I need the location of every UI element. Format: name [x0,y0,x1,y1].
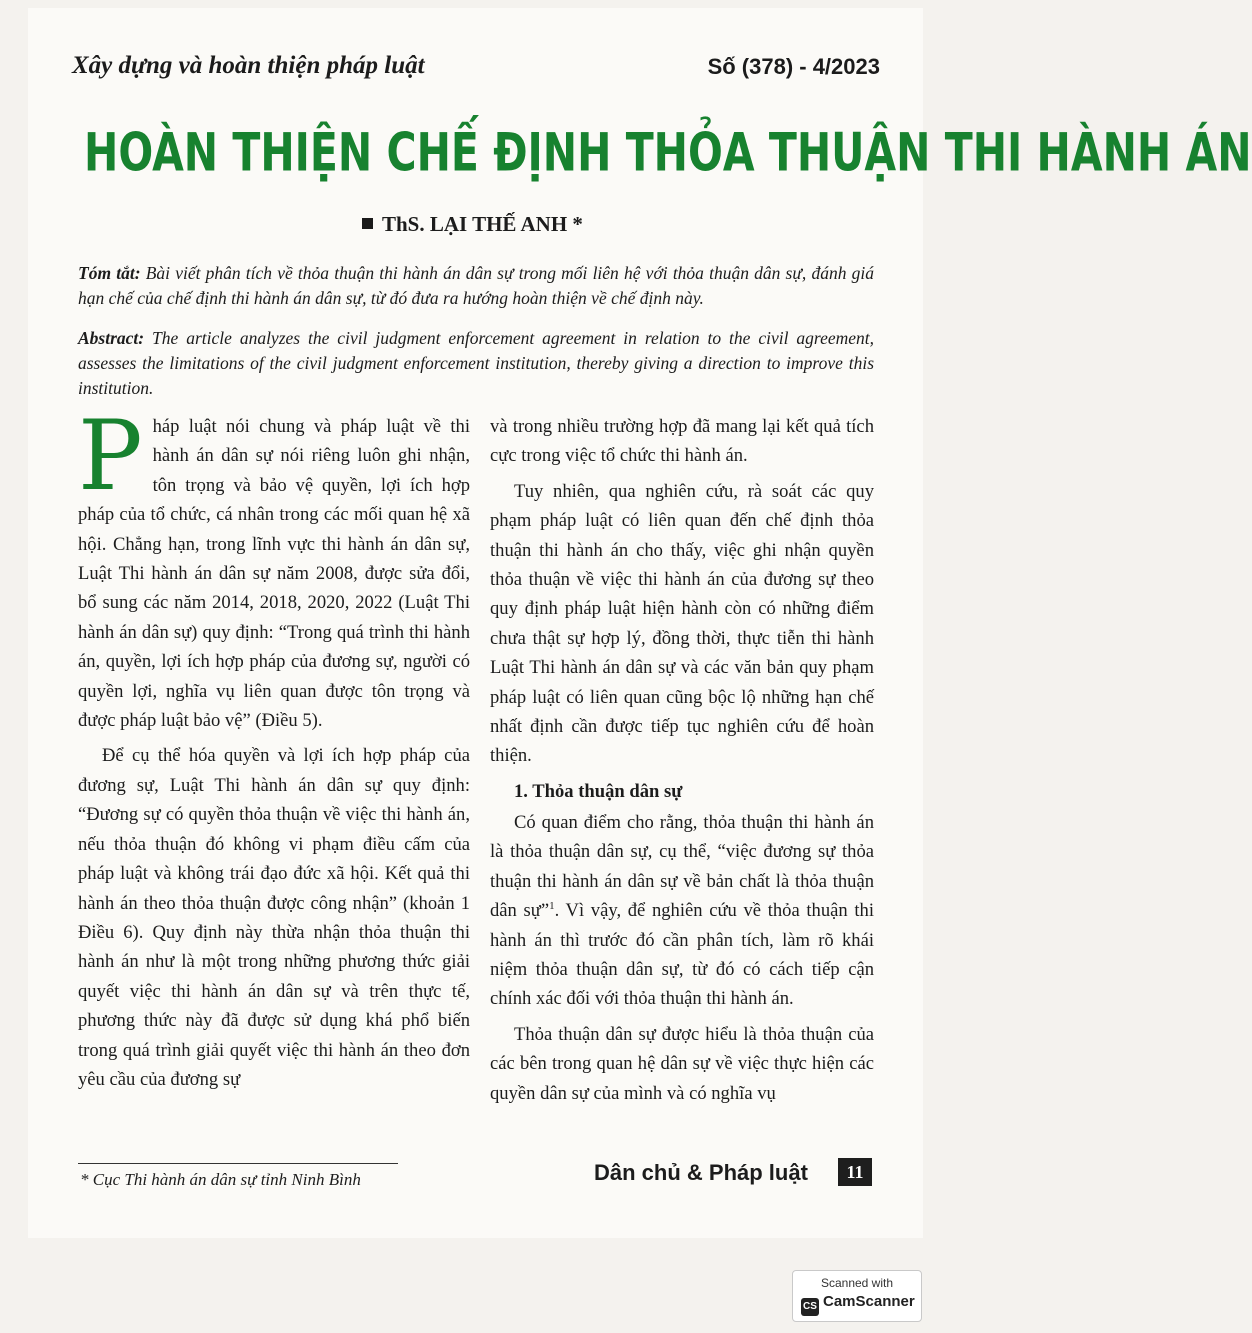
author-line [362,212,583,237]
camscanner-icon: CS [801,1298,819,1316]
abstract-vietnamese [78,261,874,311]
scanner-brand: CamScanner [823,1293,915,1310]
body-column-right [490,412,874,1108]
paragraph: Thỏa thuận dân sự được hiểu là thỏa thuận của các bên trong quan hệ dân sự về việc thực hiện các quyền dân sự của mình và có nghĩa vụ [490,1023,874,1104]
abstract-en-text: The article analyzes the civil judgment enforcement agreement in relation to the civil agreement, assesses the limitations of the civil judgment enforcement institution, thereby giving a direction to improve this institution. [78,328,874,398]
drop-cap: P [78,400,143,512]
paragraph [78,400,470,735]
scanner-line2 [801,1293,915,1316]
scanner-watermark [792,1270,922,1322]
paragraph: và trong nhiều trường hợp đã mang lại kết quả tích cực trong việc tổ chức thi hành án. [490,416,874,467]
footnote: * Cục Thi hành án dân sự tỉnh Ninh Bình [80,1170,361,1189]
paragraph: Tuy nhiên, qua nghiên cứu, rà soát các quy phạm pháp luật có liên quan đến chế định thỏa thuận thi hành án cho thấy, việc ghi nhận quyền thỏa thuận về việc thi hành án của đương sự theo quy định pháp luật hiện hành còn có những điểm chưa thật sự hợp lý, đồng thời, thực tiễn thi hành Luật Thi hành án dân sự và các văn bản quy phạm pháp luật có liên quan cũng bộc lộ những hạn chế nhất định cần được tiếp tục nghiên cứu để hoàn thiện. [490,480,874,767]
section-heading: 1. Thỏa thuận dân sự [514,780,683,802]
issue-number: Số (378) - 4/2023 [707,54,880,79]
paragraph [490,808,874,1014]
journal-section-title: Xây dựng và hoàn thiện pháp luật [72,52,425,79]
paragraph-text: . Vì vậy, để nghiên cứu về thỏa thuận thi hành án thì trước đó cần phân tích, làm rõ khái niệm thỏa thuận dân sự, từ đó có cách tiếp cận chính xác đối với thỏa thuận thi hành án. [490,900,874,1010]
running-header [72,52,880,88]
paragraph: Để cụ thể hóa quyền và lợi ích hợp pháp của đương sự, Luật Thi hành án dân sự quy định: “Đương sự có quyền thỏa thuận về việc thi hành án, nếu thỏa thuận đó không vi phạm điều cấm của pháp luật và không trái đạo đức xã hội. Kết quả thi hành án theo thỏa thuận được công nhận” (khoản 1 Điều 6). Quy định này thừa nhận thỏa thuận thi hành án như là một trong những phương thức giải quyết việc thi hành án dân sự và trên thực tế, phương thức này đã được sử dụng khá phổ biến trong quá trình giải quyết việc thi hành án theo đơn yêu cầu của đương sự [78,745,470,1090]
paragraph-text: Có quan điểm cho rằng, thỏa thuận thi hành án là thỏa thuận dân sự, cụ thể, “việc đương sự thỏa thuận thi hành án dân sự về bản chất là thỏa thuận dân sự” [490,811,874,922]
square-bullet-icon [362,218,373,229]
author-name: ThS. LẠI THẾ ANH * [382,212,583,236]
paragraph-text: háp luật nói chung và pháp luật về thi hành án dân sự nói riêng luôn ghi nhận, tôn trọng và bảo vệ quyền, lợi ích hợp pháp của tổ chức, cá nhân trong các mối quan hệ xã hội. Chẳng hạn, trong lĩnh vực thi hành án dân sự, Luật Thi hành án dân sự năm 2008, được sửa đổi, bổ sung các năm 2014, 2018, 2020, 2022 (Luật Thi hành án dân sự) quy định: “Trong quá trình thi hành án, quyền, lợi ích hợp pháp của đương sự, người có quyền lợi, nghĩa vụ liên quan được tôn trọng và được pháp luật bảo vệ” (Điều 5). [78,416,470,732]
article-title: HOÀN THIỆN CHẾ ĐỊNH THỎA THUẬN THI HÀNH ÁN [84,122,1252,184]
scanner-line1: Scanned with [820,1276,894,1290]
footnote-ref: 1 [549,899,555,912]
magazine-name: Dân chủ & Pháp luật [594,1160,808,1185]
footnote-divider [78,1163,398,1164]
page-number: 11 [838,1158,872,1186]
abstract-en-label: Abstract: [78,328,145,348]
abstract-vi-label: Tóm tắt: [78,263,141,283]
body-column-left [78,400,470,1094]
abstract-vi-text: Bài viết phân tích về thỏa thuận thi hành án dân sự trong mối liên hệ với thỏa thuận dân sự, đánh giá hạn chế của chế định thi hành án dân sự, từ đó đưa ra hướng hoàn thiện về chế định này. [78,263,874,308]
abstract-english [78,326,874,401]
